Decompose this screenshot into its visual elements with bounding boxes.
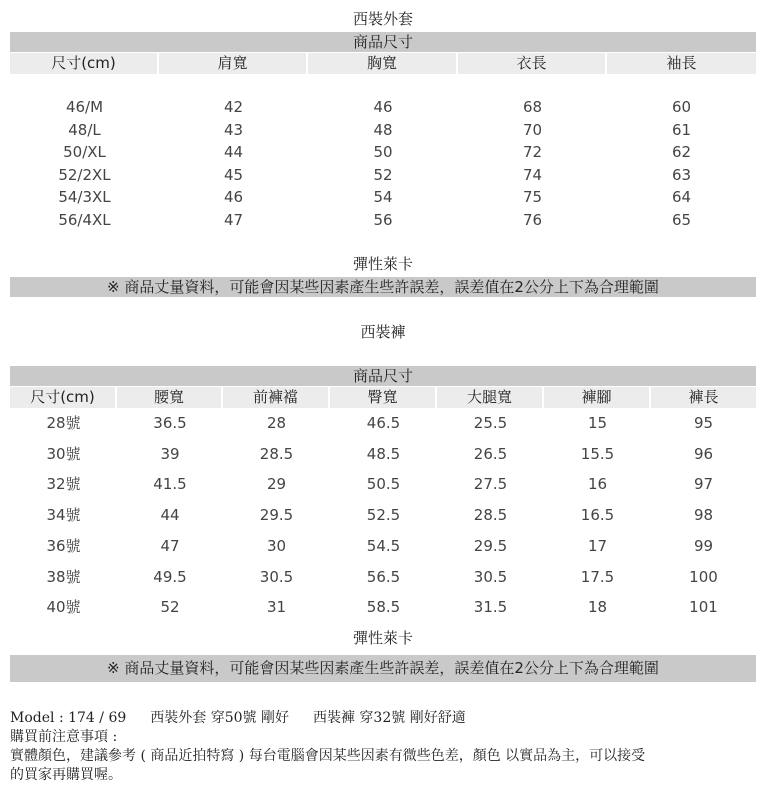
pants-table-cell: 30.5 xyxy=(259,567,294,586)
model-line xyxy=(10,709,756,728)
pants-table-cell: 30.5 xyxy=(473,567,508,586)
table-row xyxy=(10,209,756,231)
table-row xyxy=(10,504,756,526)
jacket-table-cell: 70 xyxy=(522,120,543,139)
pants-table-cell: 47 xyxy=(160,536,180,555)
pants-table-cell: 36號 xyxy=(46,536,81,555)
pants-header-cell: 臀寬 xyxy=(330,387,435,408)
jacket-disclaimer: ※ 商品丈量資料，可能會因某些因素產生些許誤差，誤差值在2公分上下為合理範圍 xyxy=(10,277,756,297)
notes-heading: 購買前注意事項 : xyxy=(10,729,118,745)
jacket-table-cell: 54 xyxy=(373,188,393,207)
pants-table-cell: 28號 xyxy=(46,414,81,432)
pants-table-cell: 50.5 xyxy=(366,475,401,494)
jacket-table-cell: 64 xyxy=(671,188,692,207)
pants-table-cell: 32號 xyxy=(46,475,81,494)
jacket-table-cell: 65 xyxy=(671,211,692,229)
jacket-header-cell: 袖長 xyxy=(607,53,756,74)
jacket-table-cell: 60 xyxy=(671,98,692,116)
pants-table-cell: 44 xyxy=(160,506,180,525)
jacket-title: 西裝外套 xyxy=(352,10,413,28)
jacket-table-cell: 68 xyxy=(522,98,543,116)
pants-table-cell: 16 xyxy=(587,475,608,494)
pants-table-cell: 26.5 xyxy=(473,444,508,463)
pants-table-cell: 101 xyxy=(689,598,718,617)
jacket-table-cell: 46 xyxy=(373,98,393,116)
pants-header-cell: 大腿寬 xyxy=(437,387,542,408)
pants-table-cell: 28.5 xyxy=(473,506,508,525)
pants-fit-info: 西裝褲 穿32號 剛好舒適 xyxy=(312,710,466,726)
pants-table-cell: 27.5 xyxy=(473,475,508,494)
pants-table-cell: 58.5 xyxy=(366,598,401,617)
jacket-table-cell: 52 xyxy=(373,165,393,184)
pants-table-cell: 30 xyxy=(266,536,287,555)
pants-table-cell: 29.5 xyxy=(473,536,508,555)
jacket-fit-info: 西裝外套 穿50號 剛好 xyxy=(150,710,289,726)
pants-table-cell: 52 xyxy=(160,598,180,617)
jacket-material: 彈性萊卡 xyxy=(352,255,413,273)
jacket-table-cell: 47 xyxy=(223,211,244,229)
pants-table-cell: 39 xyxy=(160,444,180,463)
pants-table-cell: 15 xyxy=(587,414,608,432)
pants-table-cell: 34號 xyxy=(46,506,81,525)
pants-table-cell: 100 xyxy=(689,567,718,586)
pants-table-cell: 96 xyxy=(693,444,714,463)
jacket-table-cell: 46 xyxy=(223,188,244,207)
pants-table-cell: 18 xyxy=(587,598,608,617)
pants-table-cell: 97 xyxy=(693,475,714,494)
pants-table-cell: 29 xyxy=(266,475,287,494)
pants-table-cell: 31.5 xyxy=(473,598,508,617)
jacket-table-cell: 48/L xyxy=(68,120,101,139)
pants-table-cell: 16.5 xyxy=(580,506,615,525)
jacket-table-cell: 43 xyxy=(223,120,244,139)
table-row xyxy=(10,141,756,163)
pants-title: 西裝褲 xyxy=(360,323,406,341)
pants-table-cell: 36.5 xyxy=(153,414,187,432)
jacket-header-cell: 肩寬 xyxy=(159,53,306,74)
jacket-table-cell: 72 xyxy=(522,143,543,162)
table-row xyxy=(10,535,756,557)
pants-size-bar: 商品尺寸 xyxy=(10,366,756,386)
pants-table-cell: 54.5 xyxy=(366,536,401,555)
pants-table-cell: 17 xyxy=(587,536,608,555)
jacket-table-cell: 50/XL xyxy=(63,143,106,162)
table-row xyxy=(10,566,756,588)
jacket-header-cell: 尺寸(cm) xyxy=(10,53,157,74)
jacket-table-cell: 46/M xyxy=(65,98,104,116)
jacket-table-cell: 61 xyxy=(671,120,692,139)
notes-body-line-1: 實體顏色，建議參考 ( 商品近拍特寫 ) 每台電腦會因某些因素有微些色差，顏色 以實品為主，可以接受 xyxy=(10,748,646,764)
table-row xyxy=(10,96,756,118)
jacket-table-cell: 48 xyxy=(373,120,393,139)
jacket-table-cell: 62 xyxy=(671,143,692,162)
pants-header-cell: 褲長 xyxy=(651,387,756,408)
pants-material: 彈性萊卡 xyxy=(352,629,413,647)
pants-table-cell: 41.5 xyxy=(153,475,187,494)
pants-table-cell: 31 xyxy=(266,598,287,617)
jacket-table-cell: 42 xyxy=(223,98,244,116)
pants-table-cell: 38號 xyxy=(46,567,81,586)
pants-header-cell: 尺寸(cm) xyxy=(10,387,115,408)
pants-table-cell: 98 xyxy=(693,506,714,525)
pants-table-cell: 49.5 xyxy=(153,567,187,586)
jacket-table-cell: 76 xyxy=(522,211,543,229)
table-row xyxy=(10,443,756,465)
jacket-table-cell: 75 xyxy=(522,188,543,207)
pants-header-row xyxy=(10,387,756,408)
pants-table-cell: 48.5 xyxy=(366,444,401,463)
jacket-table-cell: 63 xyxy=(671,165,692,184)
jacket-table-cell: 45 xyxy=(223,165,244,184)
table-row xyxy=(10,596,756,618)
pants-table-cell: 25.5 xyxy=(473,414,508,432)
jacket-table-cell: 74 xyxy=(522,165,543,184)
jacket-table-cell: 54/3XL xyxy=(58,188,111,207)
table-row xyxy=(10,186,756,208)
table-row xyxy=(10,412,756,434)
table-row xyxy=(10,119,756,141)
purchase-notes xyxy=(10,709,756,785)
jacket-header-cell: 衣長 xyxy=(458,53,605,74)
pants-table-cell: 28 xyxy=(266,414,287,432)
pants-table-cell: 40號 xyxy=(46,598,81,617)
jacket-table-cell: 56 xyxy=(373,211,393,229)
jacket-table-cell: 52/2XL xyxy=(58,165,111,184)
pants-table-cell: 30號 xyxy=(46,444,81,463)
pants-table-cell: 56.5 xyxy=(366,567,401,586)
pants-table-cell: 52.5 xyxy=(366,506,401,525)
model-info: Model : 174 / 69 xyxy=(10,710,127,726)
notes-body-line-2: 的買家再購買喔。 xyxy=(10,767,122,783)
pants-table-cell: 99 xyxy=(693,536,714,555)
pants-disclaimer: ※ 商品丈量資料，可能會因某些因素產生些許誤差，誤差值在2公分上下為合理範圍 xyxy=(10,655,756,682)
table-row xyxy=(10,164,756,186)
jacket-table-cell: 56/4XL xyxy=(58,211,111,229)
pants-header-cell: 褲腳 xyxy=(544,387,649,408)
jacket-table-cell: 44 xyxy=(223,143,244,162)
pants-header-cell: 腰寬 xyxy=(117,387,221,408)
pants-table-cell: 29.5 xyxy=(259,506,294,525)
jacket-table-cell: 50 xyxy=(373,143,393,162)
pants-table-cell: 28.5 xyxy=(259,444,294,463)
jacket-header-cell: 胸寬 xyxy=(308,53,456,74)
pants-table-cell: 15.5 xyxy=(580,444,615,463)
jacket-size-bar: 商品尺寸 xyxy=(10,32,756,52)
jacket-header-row xyxy=(10,53,756,74)
pants-header-cell: 前褲襠 xyxy=(223,387,328,408)
table-row xyxy=(10,473,756,495)
pants-table-cell: 46.5 xyxy=(366,414,401,432)
pants-table-cell: 95 xyxy=(693,414,714,432)
pants-table-cell: 17.5 xyxy=(580,567,615,586)
